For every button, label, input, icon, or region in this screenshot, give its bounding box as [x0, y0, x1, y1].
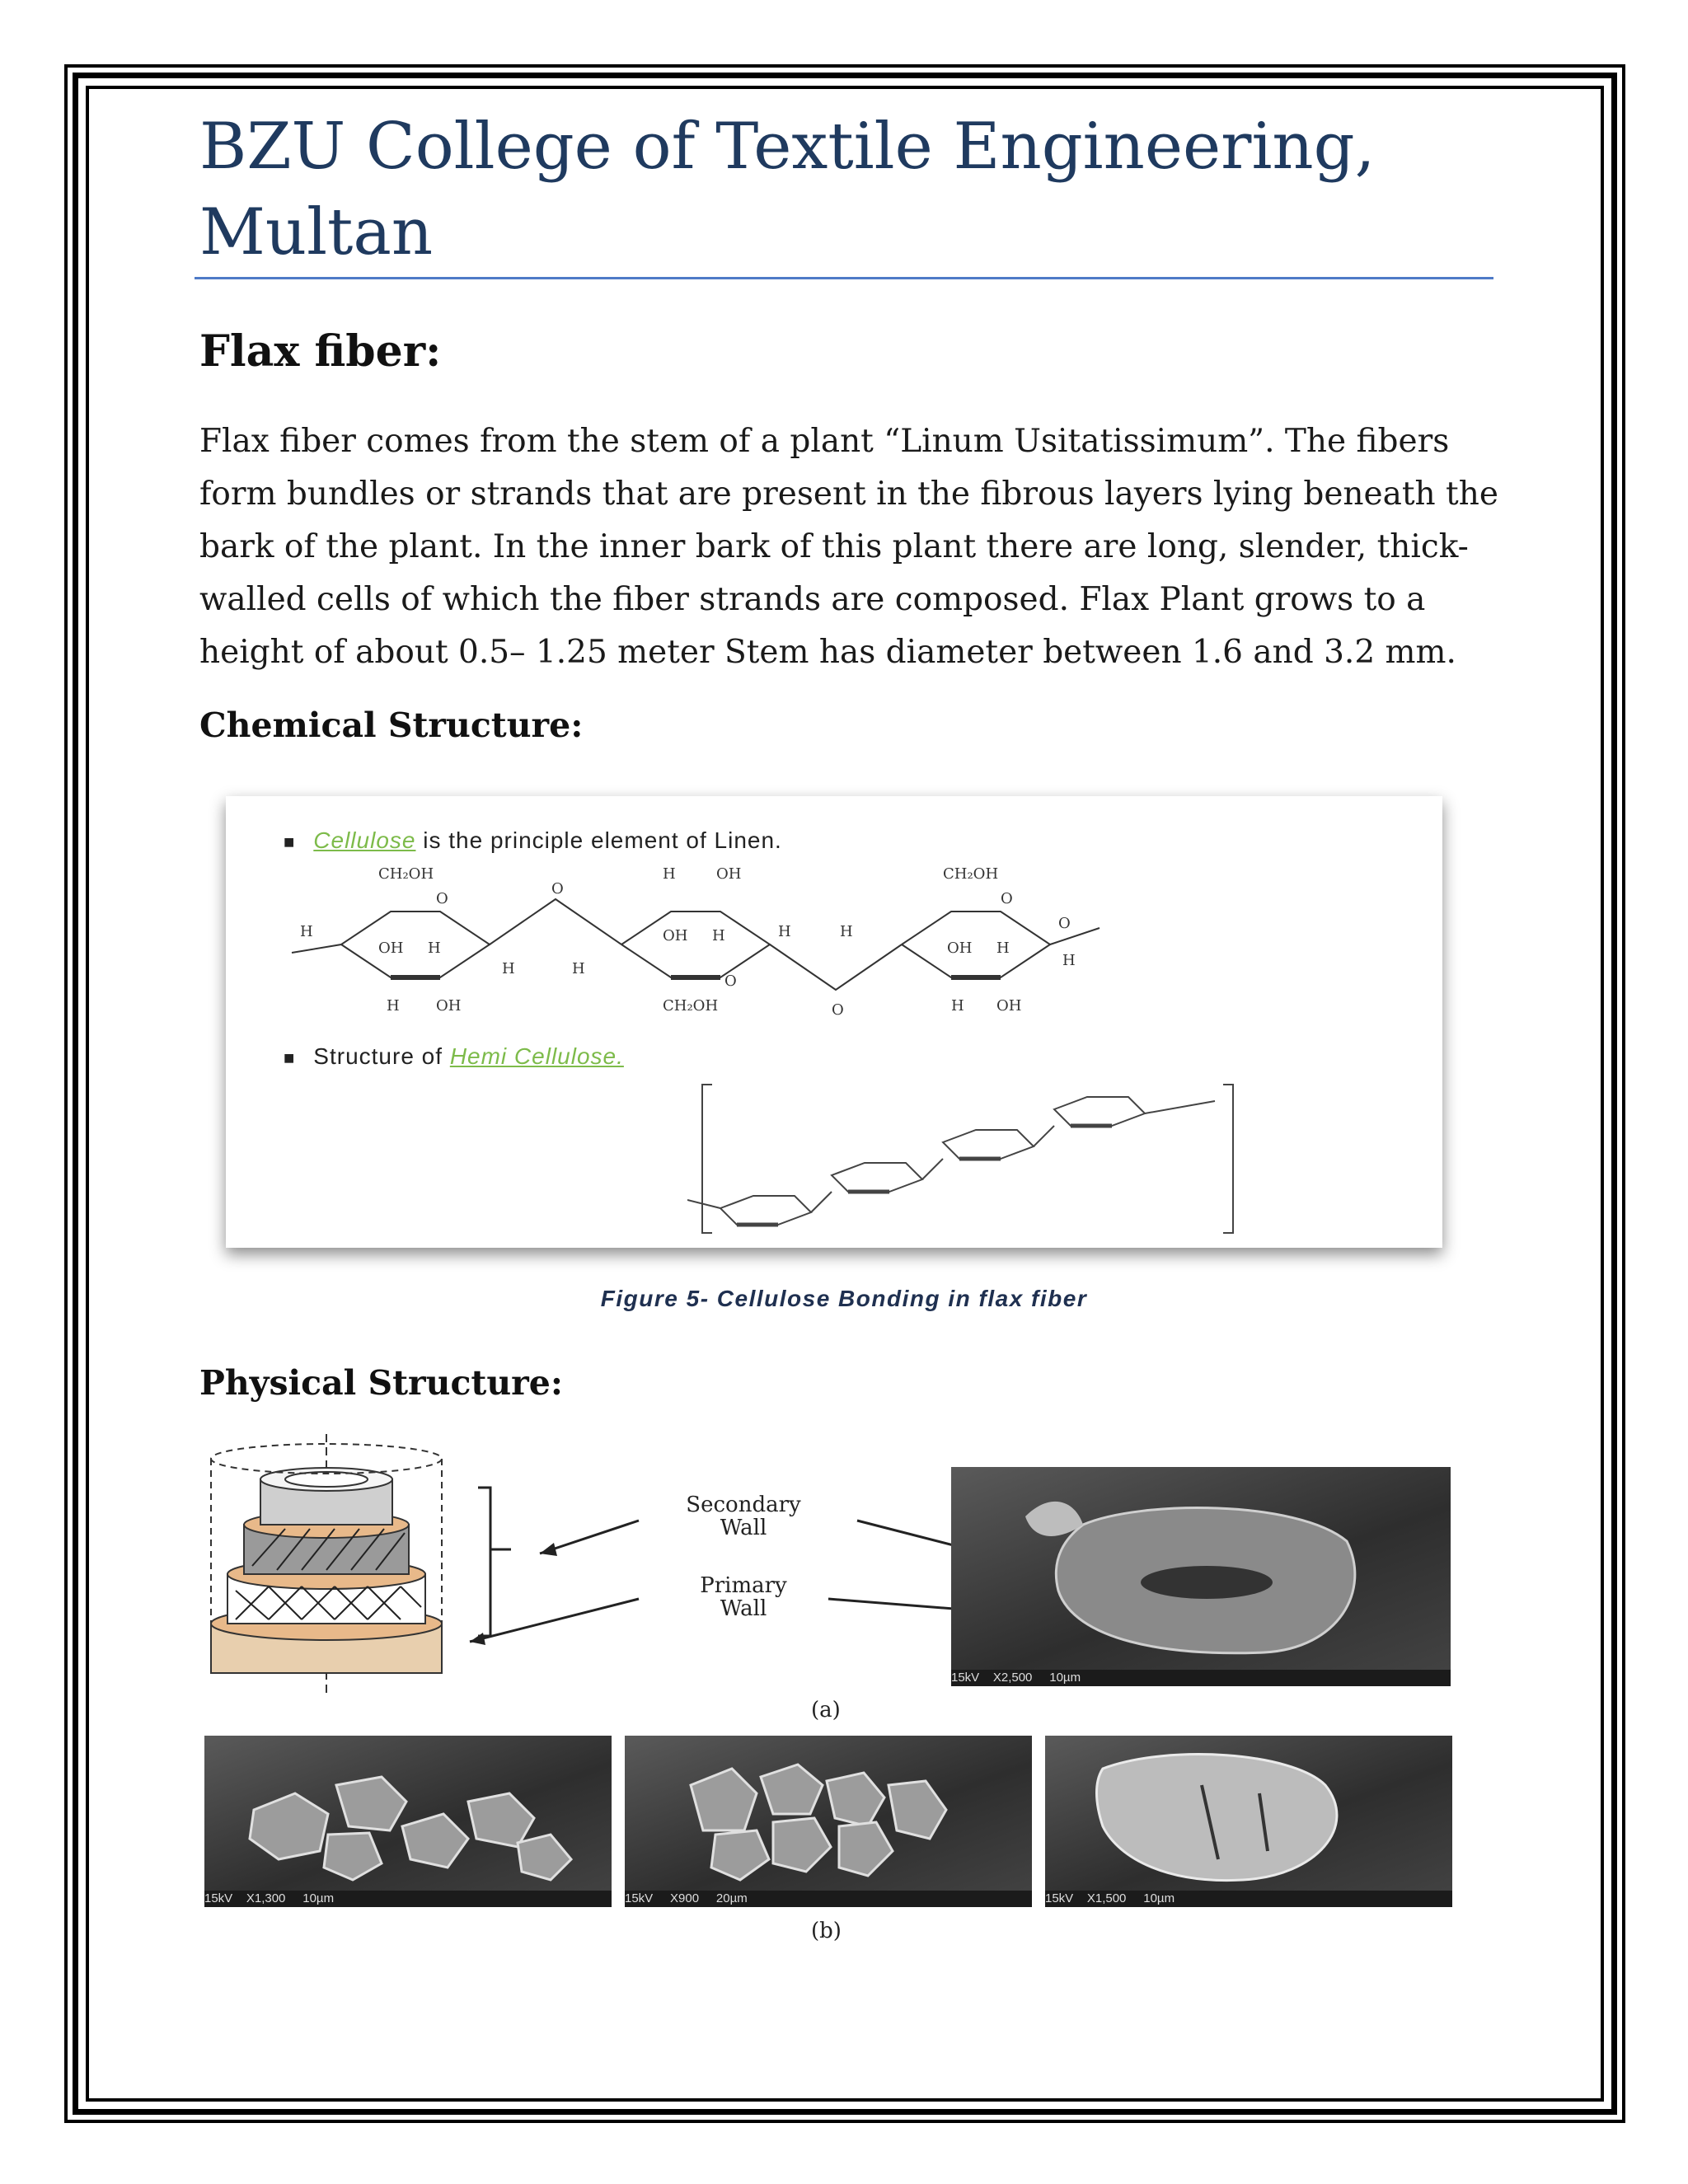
svg-text:O: O: [832, 1001, 844, 1019]
cellulose-molecule-diagram: [275, 862, 1429, 1027]
svg-text:O: O: [724, 972, 737, 990]
hemicellulose-link-text: Hemi Cellulose.: [449, 1043, 624, 1069]
svg-text:H: H: [712, 927, 725, 944]
svg-text:H: H: [387, 997, 400, 1015]
chemical-structure-heading: Chemical Structure:: [199, 705, 584, 745]
hemicellulose-molecule-diagram: [687, 1076, 1248, 1241]
svg-text:H: H: [778, 923, 791, 940]
sem-image-cross-section: [951, 1467, 1451, 1686]
flax-fiber-paragraph: [199, 415, 1510, 679]
sem-image-fiber-bundle-3: [1045, 1736, 1452, 1907]
svg-text:H: H: [663, 865, 676, 883]
sem-fiber-cross-section: [951, 1467, 1451, 1670]
svg-text:CH₂OH: CH₂OH: [378, 865, 434, 883]
svg-text:O: O: [551, 880, 564, 898]
flax-fiber-heading: Flax fiber:: [199, 326, 442, 377]
svg-text:OH: OH: [716, 865, 742, 883]
svg-text:CH₂OH: CH₂OH: [663, 997, 719, 1015]
svg-text:OH: OH: [947, 940, 973, 957]
svg-text:H: H: [428, 940, 441, 957]
svg-text:H: H: [1062, 952, 1076, 969]
cellulose-link-text: Cellulose: [313, 827, 416, 853]
flax-fiber-text: Flax fiber comes from the stem of a plant “Linum Usitatissimum”. The fibers form bundles or strands that are present in the fibrous layers lying beneath the bark of the plant. In the inner bark of this plant there are long, slender, thick-walled cells of which the fiber strands are composed. Flax Plant grows to a height of about 0.5– 1.25 meter Stem has diameter between 1.6 and 3.2 mm.: [199, 423, 1498, 671]
cellulose-bullet: ■ Cellulose is the principle element of Linen.: [284, 827, 782, 853]
svg-text:H: H: [572, 960, 585, 977]
physical-structure-heading: Physical Structure:: [199, 1363, 563, 1403]
sem-fiber-bundle-3: [1045, 1736, 1452, 1891]
svg-text:OH: OH: [996, 997, 1022, 1015]
sem-scale-bar: 15kV X1,500 10µm: [1045, 1891, 1452, 1907]
sem-image-fiber-bundle-1: [204, 1736, 612, 1907]
sem-scale-bar: 15kV X900 20µm: [625, 1891, 1032, 1907]
sem-image-fiber-bundle-2: [625, 1736, 1032, 1907]
svg-text:O: O: [1058, 915, 1071, 932]
sem-scale-bar: 15kV X2,500 10µm: [951, 1670, 1451, 1686]
svg-text:H: H: [840, 923, 853, 940]
fiber-wall-layers-diagram: [203, 1434, 467, 1706]
chemical-structure-figure: [201, 785, 1467, 1263]
svg-text:OH: OH: [378, 940, 404, 957]
figure-b-label: (b): [811, 1919, 842, 1943]
figure-a-label: (a): [811, 1698, 841, 1722]
chemical-figure-panel: [226, 796, 1442, 1248]
svg-text:CH₂OH: CH₂OH: [943, 865, 999, 883]
figure-5-caption: Figure 5- Cellulose Bonding in flax fiber: [600, 1286, 1088, 1311]
hemicellulose-bullet: ■ Structure of Hemi Cellulose.: [284, 1043, 624, 1069]
secondary-wall-label: Secondary Wall: [686, 1493, 801, 1540]
svg-text:H: H: [951, 997, 964, 1015]
svg-text:OH: OH: [436, 997, 462, 1015]
document-title: BZU College of Textile Engineering, Multan: [199, 110, 1376, 269]
svg-text:O: O: [1001, 890, 1013, 907]
sem-fiber-bundle-1: [204, 1736, 612, 1891]
sem-scale-bar: 15kV X1,300 10µm: [204, 1891, 612, 1907]
svg-text:H: H: [996, 940, 1010, 957]
primary-wall-label: Primary Wall: [700, 1573, 787, 1621]
svg-text:H: H: [300, 923, 313, 940]
svg-text:H: H: [502, 960, 515, 977]
svg-text:O: O: [436, 890, 448, 907]
svg-text:OH: OH: [663, 927, 688, 944]
title-underline: [195, 277, 1493, 279]
sem-fiber-bundle-2: [625, 1736, 1032, 1891]
